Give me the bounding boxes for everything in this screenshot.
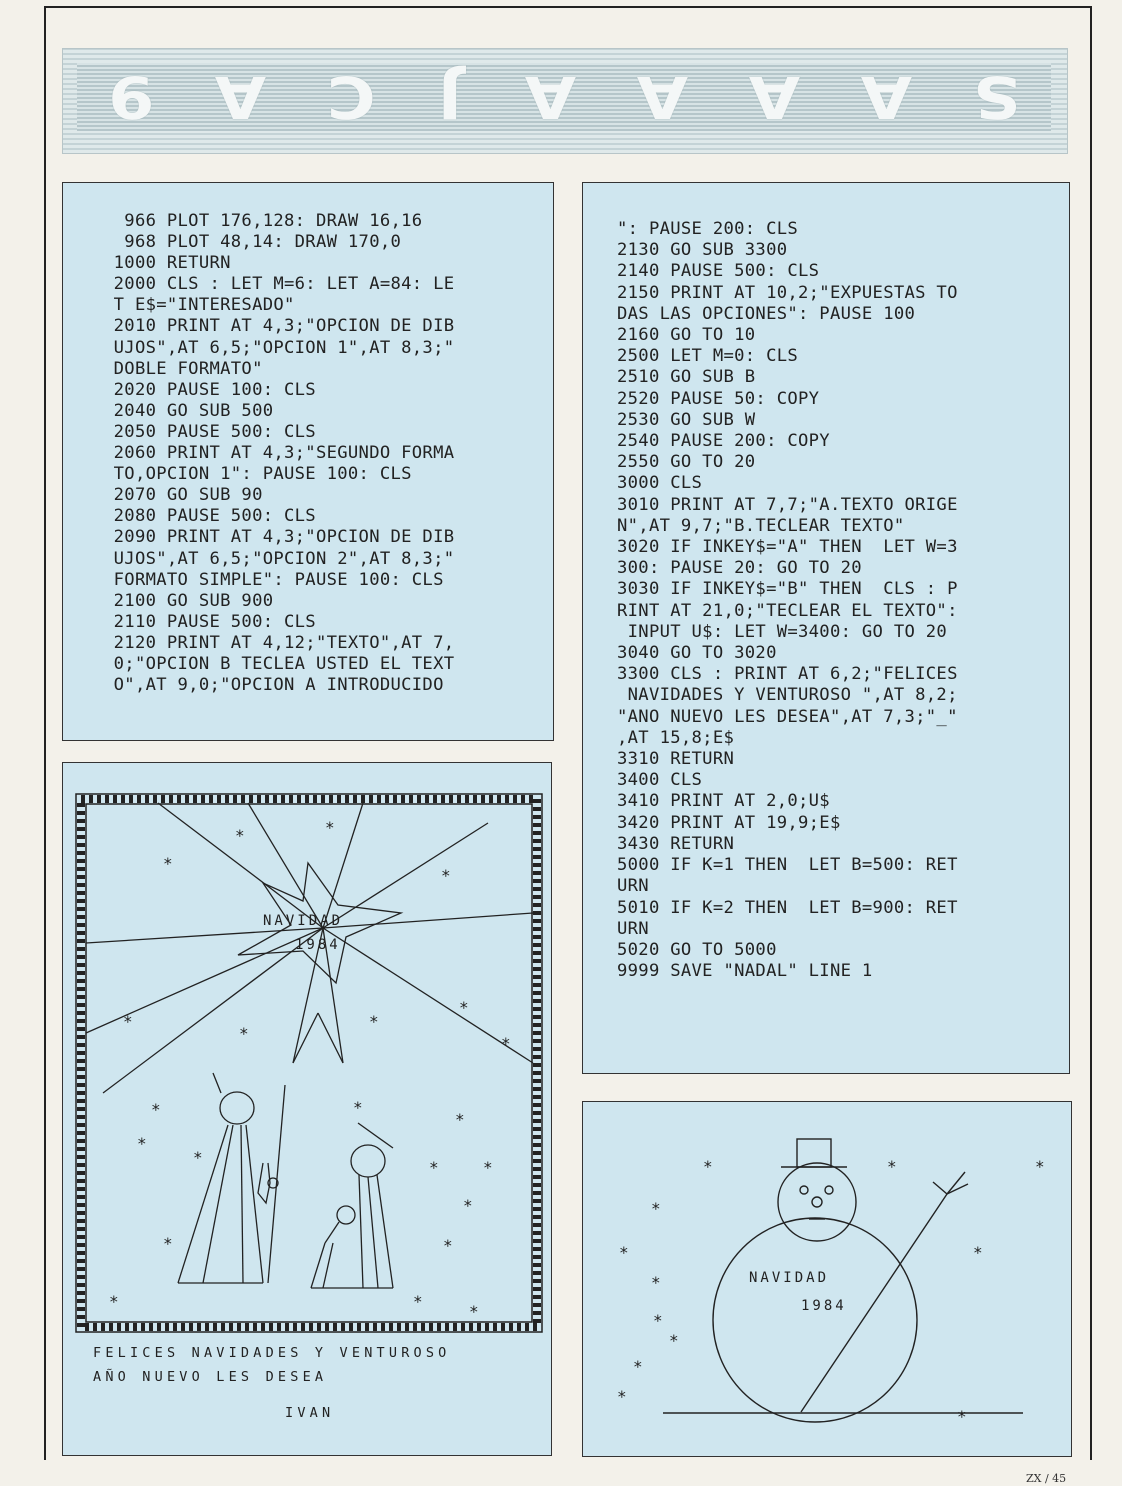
nativity-screen-panel [62,762,552,1456]
code-listing-left: 966 PLOT 176,128: DRAW 16,16 968 PLOT 48,14: DRAW 170,0 1000 RETURN 2000 CLS : LET M=6: LET A=84: LE T E$="INTERESADO" 2010 PRINT AT 4,3;"OPCION DE DIB UJOS",AT 6,5;"OPCION 1",AT 8,3;" DOBLE FORMATO" 2020 PAUSE 100: CLS 2040 GO SUB 500 2050 PAUSE 500: CLS 2060 PRINT AT 4,3;"SEGUNDO FORMA TO,OPCION 1": PAUSE 100: CLS 2070 GO SUB 90 2080 PAUSE 500: CLS 2090 PRINT AT 4,3;"OPCION DE DIB UJOS",AT 6,5;"OPCION 2",AT 8,3;" FORMATO SIMPLE": PAUSE 100: CLS 2100 GO SUB 900 2110 PAUSE 500: CLS 2120 PRINT AT 4,12;"TEXTO",AT 7, 0;"OPCION B TECLEA USTED EL TEXT O",AT 9,0;"OPCION A INTRODUCIDO [113,211,455,696]
snowflake: * [633,1357,643,1376]
snowflake: * [617,1387,627,1406]
nativity-greeting-line2: AÑO NUEVO LES DESEA [93,1369,328,1385]
snowman-head [778,1163,856,1241]
banner-glyph: A [748,63,801,131]
snowflake: * [957,1407,967,1426]
nativity-drawing [63,763,551,1353]
page-number: ZX / 45 [1026,1472,1067,1485]
snowflake: * [325,818,335,837]
snowflake: * [137,1134,147,1153]
snowflake: * [235,826,245,845]
banner-glyph: 9 [107,63,154,131]
snowman-drawing [583,1102,1071,1456]
snowflake: * [163,1234,173,1253]
snowflake: * [193,1148,203,1167]
nativity-title: NAVIDAD [263,913,344,929]
banner-glyph: J [437,63,463,131]
snowflake: * [429,1158,439,1177]
banner-lettering [77,63,1051,131]
checkered-border [81,799,537,1327]
snowflake: * [239,1024,249,1043]
snowflake: * [441,866,451,885]
snowflake: * [651,1199,661,1218]
snowflake: * [887,1157,897,1176]
nativity-greeting-line1: FELICES NAVIDADES Y VENTUROSO [93,1345,451,1361]
snowflake: * [443,1236,453,1255]
snowflake: * [651,1273,661,1292]
snowman-year: 1984 [801,1298,847,1314]
section-banner [62,48,1068,154]
snowflake: * [619,1243,629,1262]
banner-glyph: S [972,63,1021,131]
code-listing-right-panel [582,182,1070,1074]
snowflake: * [163,854,173,873]
nativity-year: 1984 [295,937,341,953]
code-listing-right: ": PAUSE 200: CLS 2130 GO SUB 3300 2140 PAUSE 500: CLS 2150 PRINT AT 10,2;"EXPUESTAS TO DAS LAS OPCIONES": PAUSE 100 2160 GO TO 10 2500 LET M=0: CLS 2510 GO SUB B 2520 PAUSE 50: COPY 2530 GO SUB W 2540 PAUSE 200: COPY 2550 GO TO 20 3000 CLS 3010 PRINT AT 7,7;"A.TEXTO ORIGE N",AT 9,7;"B.TECLEAR TEXTO" 3020 IF INKEY$="A" THEN LET W=3 300: PAUSE 20: GO TO 20 3030 IF INKEY$="B" THEN CLS : P RINT AT 21,0;"TECLEAR EL TEXTO": INPUT U$: LET W=3400: GO TO 20 3040 GO TO 3020 3300 CLS : PRINT AT 6,2;"FELICES NAVIDADES Y VENTUROSO ",AT 8,2; "ANO NUEVO LES DESEA",AT 7,3;"_" ,AT 15,8;E$ 3310 RETURN 3400 CLS 3410 PRINT AT 2,0;U$ 3420 PRINT AT 19,9;E$ 3430 RETURN 5000 IF K=1 THEN LET B=500: RET URN 5010 IF K=2 THEN LET B=900: RET URN 5020 GO TO 5000 9999 SAVE "NADAL" LINE 1 [617,219,958,982]
joseph-figure [178,1073,285,1283]
mary-figure [311,1123,393,1288]
banner-glyph: C [326,63,376,131]
snowflake: * [109,1292,119,1311]
snowflake: * [653,1311,663,1330]
snowflake: * [459,998,469,1017]
code-listing-left-panel [62,182,554,741]
snowman-figure [663,1139,1023,1422]
nativity-signature: IVAN [285,1405,335,1421]
snowflake: * [463,1196,473,1215]
snowflake: * [413,1292,423,1311]
snowman-title: NAVIDAD [749,1270,830,1286]
snowman-snowflakes [617,1157,1045,1426]
nativity-snowflakes [109,818,511,1321]
banner-glyph: A [524,63,577,131]
snowflake: * [973,1243,983,1262]
snowflake: * [455,1110,465,1129]
banner-glyph: A [860,63,912,131]
snowflake: * [669,1331,679,1350]
snowflake: * [1035,1157,1045,1176]
snowflake: * [501,1034,511,1053]
snowflake: * [151,1100,161,1119]
banner-glyph: A [214,63,267,131]
snowflake: * [483,1158,493,1177]
banner-glyph: A [636,63,689,131]
snowflake: * [703,1157,713,1176]
snowflake: * [369,1012,379,1031]
snowflake: * [123,1012,133,1031]
snowflake: * [469,1302,479,1321]
snowflake: * [353,1098,363,1117]
snowman-screen-panel [582,1101,1072,1457]
